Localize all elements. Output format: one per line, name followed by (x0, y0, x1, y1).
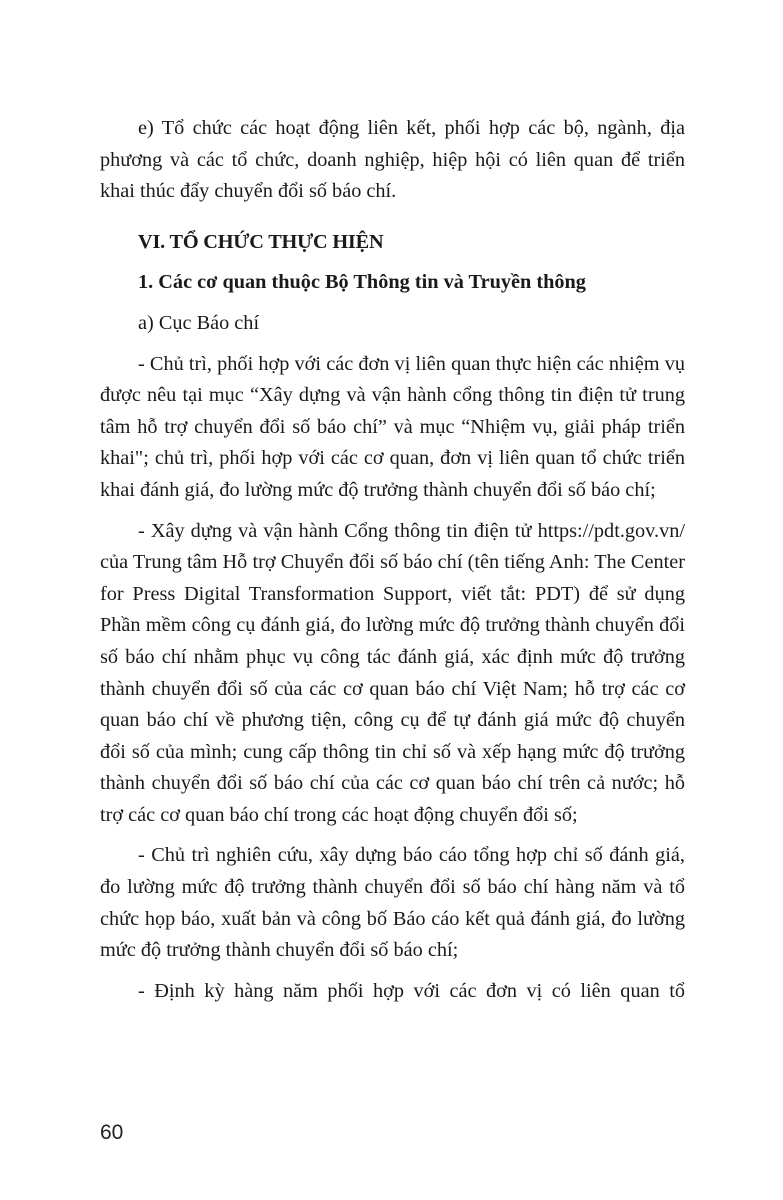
bullet-paragraph: - Chủ trì, phối hợp với các đơn vị liên quan thực hiện các nhiệm vụ được nêu tại mục “Xây dựng và vận hành cổng thông tin điện tử trung tâm hỗ trợ chuyển đổi số báo chí” và mục “Nhiệm vụ, giải pháp triển khai"; chủ trì, phối hợp với các cơ quan, đơn vị liên quan tổ chức triển khai đánh giá, đo lường mức độ trưởng thành chuyển đổi số báo chí; (100, 352, 685, 501)
bullet-paragraph: - Xây dựng và vận hành Cổng thông tin điện tử https://pdt.gov.vn/ của Trung tâm Hỗ trợ Chuyển đổi số báo chí (tên tiếng Anh: The Center for Press Digital Transformation Support, viết tắt: PDT) để sử dụng Phần mềm công cụ đánh giá, đo lường mức độ trưởng thành chuyển đổi số báo chí nhằm phục vụ công tác đánh giá, xác định mức độ trưởng thành chuyển đổi số của các cơ quan báo chí Việt Nam; hỗ trợ các cơ quan báo chí về phương tiện, công cụ để tự đánh giá mức độ chuyển đổi số của mình; cung cấp thông tin chỉ số và xếp hạng mức độ trưởng thành chuyển đổi số báo chí của các cơ quan báo chí trên cả nước; hỗ trợ các cơ quan báo chí trong các hoạt động chuyển đổi số; (100, 519, 685, 826)
bullet-paragraph: - Chủ trì nghiên cứu, xây dựng báo cáo tổng hợp chỉ số đánh giá, đo lường mức độ trưởng thành chuyển đổi số báo chí hàng năm và tổ chức họp báo, xuất bản và công bố Báo cáo kết quả đánh giá, đo lường mức độ trưởng thành chuyển đổi số báo chí; (100, 844, 685, 962)
page-body (100, 113, 685, 1007)
section-heading: VI. TỔ CHỨC THỰC HIỆN (138, 230, 384, 253)
subheading: 1. Các cơ quan thuộc Bộ Thông tin và Truyền thông (138, 271, 586, 294)
item-a-heading: a) Cục Báo chí (138, 311, 260, 334)
page-number: 60 (100, 1121, 124, 1144)
paragraph-e: e) Tổ chức các hoạt động liên kết, phối hợp các bộ, ngành, địa phương và các tổ chức, doanh nghiệp, hiệp hội có liên quan để triển khai thúc đẩy chuyển đổi số báo chí. (100, 117, 685, 203)
bullet-paragraph: - Định kỳ hàng năm phối hợp với các đơn vị có liên quan tổ (138, 979, 685, 1002)
